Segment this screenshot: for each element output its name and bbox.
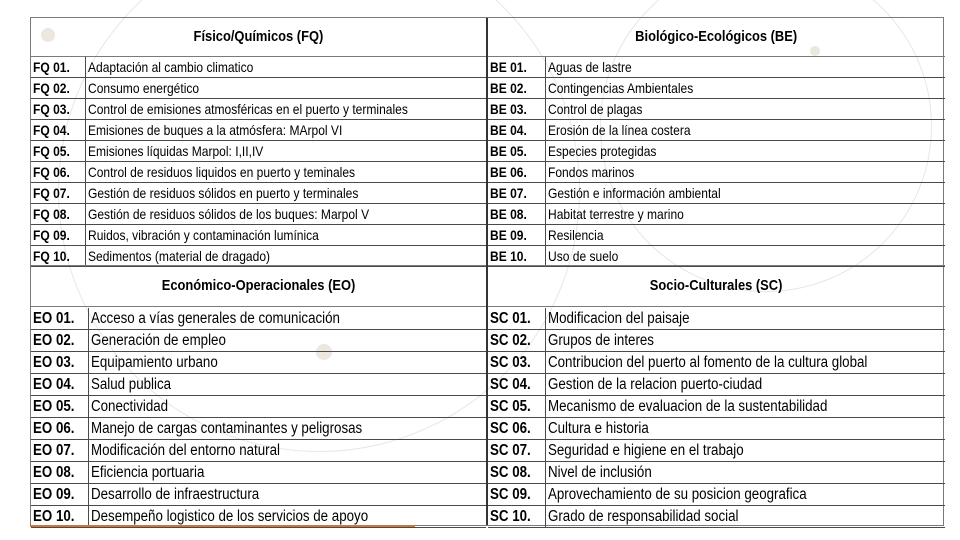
indicator-code: SC 03. — [488, 352, 546, 373]
indicator-code: SC 01. — [488, 308, 546, 329]
indicator-label: Emisiones líquidas Marpol: I,II,IV — [88, 143, 264, 159]
table-row — [31, 440, 486, 462]
indicator-code: FQ 08. — [31, 204, 86, 224]
indicator-code: FQ 05. — [31, 141, 86, 161]
table-row — [488, 78, 945, 99]
indicator-label: Gestión de residuos sólidos en puerto y terminales — [88, 185, 359, 201]
indicator-label: Salud publica — [91, 376, 172, 393]
table-row — [31, 396, 486, 418]
indicator-code: FQ 01. — [31, 57, 86, 77]
table-row — [488, 141, 945, 162]
indicator-label: Nivel de inclusión — [548, 464, 652, 481]
indicator-label: Desarrollo de infraestructura — [91, 486, 260, 503]
left-column — [31, 18, 486, 525]
indicator-code: BE 02. — [488, 78, 546, 98]
indicator-label: Habitat terrestre y marino — [548, 206, 684, 222]
table-row — [31, 141, 486, 162]
indicator-code: BE 07. — [488, 183, 546, 203]
table-row — [31, 484, 486, 506]
indicator-label: Sedimentos (material de dragado) — [88, 248, 271, 264]
table-row — [31, 462, 486, 484]
indicator-code: BE 05. — [488, 141, 546, 161]
indicator-code: SC 06. — [488, 418, 546, 439]
table-row — [488, 330, 945, 352]
table-row — [31, 225, 486, 246]
indicator-code: FQ 03. — [31, 99, 86, 119]
table-row — [488, 183, 945, 204]
indicator-code: EO 02. — [31, 330, 89, 351]
indicator-label: Resilencia — [548, 227, 604, 243]
indicator-code: EO 10. — [31, 506, 89, 527]
table-row — [488, 374, 945, 396]
indicator-code: SC 08. — [488, 462, 546, 483]
indicator-label: Uso de suelo — [548, 248, 619, 264]
indicator-code: EO 08. — [31, 462, 89, 483]
indicator-code: BE 10. — [488, 246, 546, 266]
table-row — [488, 440, 945, 462]
table-row — [488, 352, 945, 374]
indicator-label: Ruidos, vibración y contaminación lumínica — [88, 227, 319, 243]
indicator-label: Desempeño logistico de los servicios de apoyo — [91, 508, 369, 525]
table-row — [488, 308, 945, 330]
indicator-code: FQ 07. — [31, 183, 86, 203]
indicator-label: Aprovechamiento de su posicion geografica — [548, 486, 807, 503]
indicator-code: FQ 06. — [31, 162, 86, 182]
indicator-code: BE 01. — [488, 57, 546, 77]
indicator-label: Control de residuos liquidos en puerto y teminales — [88, 164, 356, 180]
table-row — [31, 308, 486, 330]
table-row — [31, 183, 486, 204]
table-row — [488, 396, 945, 418]
indicator-code: BE 04. — [488, 120, 546, 140]
table-row — [488, 57, 945, 78]
indicator-code: BE 03. — [488, 99, 546, 119]
indicator-label: Contribucion del puerto al fomento de la cultura global — [548, 354, 868, 371]
table-row — [488, 162, 945, 183]
sc-list — [488, 308, 945, 528]
indicator-label: Adaptación al cambio climatico — [88, 59, 254, 75]
indicator-label: Cultura e historia — [548, 420, 649, 437]
indicator-code: BE 09. — [488, 225, 546, 245]
table-row — [31, 204, 486, 225]
table-row — [488, 225, 945, 246]
indicator-code: EO 03. — [31, 352, 89, 373]
indicator-code: BE 08. — [488, 204, 546, 224]
indicator-label: Especies protegidas — [548, 143, 657, 159]
indicator-code: FQ 04. — [31, 120, 86, 140]
indicator-label: Grado de responsabilidad social — [548, 508, 739, 525]
indicator-code: SC 05. — [488, 396, 546, 417]
table-row — [31, 330, 486, 352]
table-row — [488, 120, 945, 141]
indicator-code: FQ 02. — [31, 78, 86, 98]
indicator-code: EO 09. — [31, 484, 89, 505]
indicator-label: Gestión de residuos sólidos de los buques: Marpol V — [88, 206, 370, 222]
table-row — [31, 352, 486, 374]
indicator-label: Aguas de lastre — [548, 59, 632, 75]
indicator-code: FQ 10. — [31, 246, 86, 266]
table-row — [488, 246, 945, 267]
indicator-code: EO 05. — [31, 396, 89, 417]
table-row — [31, 57, 486, 78]
indicator-label: Generación de empleo — [91, 332, 226, 349]
indicator-label: Control de plagas — [548, 101, 643, 117]
indicator-label: Acceso a vías generales de comunicación — [91, 310, 340, 327]
indicator-code: BE 06. — [488, 162, 546, 182]
indicator-label: Emisiones de buques a la atmósfera: MArpol VI — [88, 122, 343, 138]
indicator-label: Seguridad e higiene en el trabajo — [548, 442, 744, 459]
indicator-label: Modificacion del paisaje — [548, 310, 690, 327]
indicator-code: SC 09. — [488, 484, 546, 505]
indicator-label: Manejo de cargas contaminantes y peligrosas — [91, 420, 363, 437]
indicator-code: EO 01. — [31, 308, 89, 329]
table-row — [488, 204, 945, 225]
right-column — [486, 18, 945, 525]
indicator-table — [30, 17, 944, 526]
table-row — [488, 484, 945, 506]
table-row — [31, 418, 486, 440]
indicator-label: Erosión de la línea costera — [548, 122, 691, 138]
table-row — [31, 120, 486, 141]
indicator-code: SC 07. — [488, 440, 546, 461]
indicator-label: Conectividad — [91, 398, 169, 415]
table-row — [488, 462, 945, 484]
indicator-label: Modificación del entorno natural — [91, 442, 280, 459]
indicator-label: Fondos marinos — [548, 164, 635, 180]
be-list — [488, 57, 945, 267]
indicator-code: EO 06. — [31, 418, 89, 439]
section-header-eo: Económico-Operacionales (EO) — [31, 265, 486, 307]
table-row — [488, 99, 945, 120]
table-row — [488, 506, 945, 528]
indicator-label: Gestión e información ambiental — [548, 185, 721, 201]
table-row — [31, 162, 486, 183]
table-row — [31, 246, 486, 267]
section-header-fq: Físico/Químicos (FQ) — [31, 18, 486, 57]
indicator-code: SC 02. — [488, 330, 546, 351]
indicator-label: Control de emisiones atmosféricas en el puerto y terminales — [88, 101, 408, 117]
footer-accent-line — [30, 525, 415, 527]
section-header-be: Biológico-Ecológicos (BE) — [488, 18, 945, 57]
table-row — [31, 99, 486, 120]
section-header-sc: Socio-Culturales (SC) — [488, 265, 945, 307]
fq-list — [31, 57, 486, 267]
indicator-label: Eficiencia portuaria — [91, 464, 205, 481]
indicator-label: Equipamiento urbano — [91, 354, 218, 371]
indicator-label: Consumo energético — [88, 80, 200, 96]
indicator-code: EO 04. — [31, 374, 89, 395]
table-row — [31, 78, 486, 99]
indicator-code: SC 04. — [488, 374, 546, 395]
indicator-label: Grupos de interes — [548, 332, 654, 349]
indicator-code: SC 10. — [488, 506, 546, 527]
indicator-label: Gestion de la relacion puerto-ciudad — [548, 376, 763, 393]
indicator-code: EO 07. — [31, 440, 89, 461]
eo-list — [31, 308, 486, 528]
table-row — [488, 418, 945, 440]
table-row — [31, 374, 486, 396]
indicator-code: FQ 09. — [31, 225, 86, 245]
indicator-label: Mecanismo de evaluacion de la sustentabilidad — [548, 398, 828, 415]
indicator-label: Contingencias Ambientales — [548, 80, 694, 96]
